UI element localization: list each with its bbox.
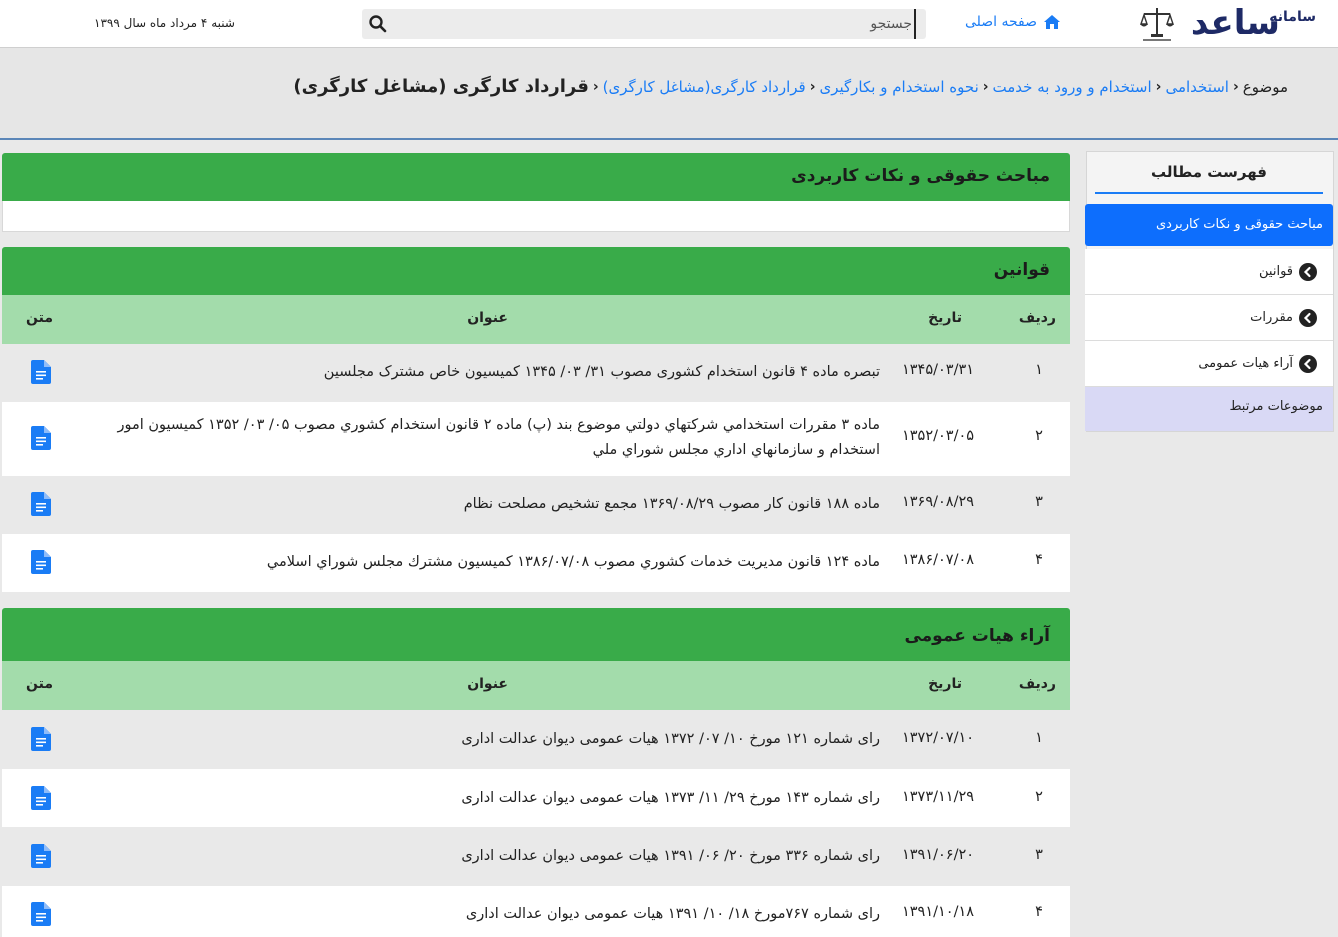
toc-item-label: مقررات	[1250, 310, 1293, 325]
column-header-num: ردیف	[1018, 310, 1056, 326]
column-header-num: ردیف	[1018, 676, 1056, 692]
row-date: ۱۳۵۲/۰۳/۰۵	[901, 428, 975, 444]
logo-big-text: ساعد	[1190, 3, 1280, 43]
column-header-text: متن	[26, 676, 53, 692]
toc-item-general-votes[interactable]	[1085, 341, 1333, 387]
home-link[interactable]	[965, 14, 1060, 30]
row-title[interactable]: رای شماره ۱۴۳ مورخ ۲۹/ ۱۱/ ۱۳۷۳ هیات عمومی دیوان عدالت اداری	[461, 790, 880, 806]
row-date: ۱۳۷۳/۱۱/۲۹	[901, 789, 975, 805]
column-header-date: تاریخ	[928, 676, 962, 692]
row-date: ۱۳۴۵/۰۳/۳۱	[901, 362, 975, 378]
toc-item-laws[interactable]	[1085, 249, 1333, 295]
breadcrumb-separator: ‹	[982, 78, 989, 95]
table-of-contents	[1086, 151, 1334, 432]
table-row	[2, 710, 1070, 769]
legal-notes-panel	[2, 153, 1070, 232]
row-num: ۴	[1035, 904, 1043, 920]
laws-panel	[2, 247, 1070, 592]
breadcrumb-current: قرارداد کارگری (مشاغل کارگری)	[293, 76, 589, 97]
toc-item-legal-notes[interactable]: مباحث حقوقی و نکات کاربردی	[1085, 204, 1333, 246]
table-row	[2, 344, 1070, 402]
document-icon[interactable]	[31, 550, 51, 574]
row-num: ۴	[1035, 552, 1043, 568]
document-icon[interactable]	[31, 727, 51, 751]
row-date: ۱۳۷۲/۰۷/۱۰	[901, 730, 975, 746]
table-header	[2, 661, 1070, 710]
row-date: ۱۳۹۱/۱۰/۱۸	[901, 904, 975, 920]
table-row	[2, 402, 1070, 476]
search-input[interactable]	[396, 9, 916, 39]
column-header-date: تاریخ	[928, 310, 962, 326]
breadcrumb-link[interactable]: استخدامی	[1165, 77, 1229, 96]
current-date: شنبه ۴ مرداد ماه سال ۱۳۹۹	[94, 16, 235, 30]
document-icon[interactable]	[31, 426, 51, 450]
chevron-left-circle-icon	[1299, 263, 1317, 281]
table-row	[2, 534, 1070, 592]
search-box	[362, 9, 926, 39]
table-header	[2, 295, 1070, 344]
toc-item-label: قوانین	[1259, 264, 1293, 279]
document-icon[interactable]	[31, 360, 51, 384]
breadcrumb-link[interactable]: نحوه استخدام و بکارگیری	[819, 77, 979, 96]
document-icon[interactable]	[31, 492, 51, 516]
panel-title: قوانین	[2, 247, 1070, 295]
row-num: ۱	[1035, 730, 1043, 746]
table-row	[2, 476, 1070, 534]
toc-title: فهرست مطالب	[1095, 160, 1323, 194]
table-row	[2, 827, 1070, 886]
breadcrumb-separator: ‹	[809, 78, 816, 95]
scales-emblem-icon	[1138, 4, 1176, 44]
general-votes-panel	[2, 608, 1070, 937]
column-header-title: عنوان	[467, 676, 508, 692]
search-icon[interactable]	[368, 14, 388, 34]
panel-title: آراء هیات عمومی	[2, 608, 1070, 661]
column-header-text: متن	[26, 310, 53, 326]
row-date: ۱۳۹۱/۰۶/۲۰	[901, 847, 975, 863]
breadcrumb-separator: ‹	[592, 78, 599, 95]
breadcrumb	[293, 76, 1288, 97]
table-row	[2, 769, 1070, 827]
breadcrumb-root: موضوع	[1242, 77, 1288, 96]
document-icon[interactable]	[31, 844, 51, 868]
row-title[interactable]: تبصره ماده ۴ قانون استخدام کشوری مصوب ۳۱/ ۰۳/ ۱۳۴۵ کمیسیون خاص مشترک مجلسین	[323, 364, 880, 380]
row-title[interactable]: ماده ۳ مقررات استخدامي شركتهاي دولتي موضوع بند (پ) ماده ۲ قانون استخدام كشوري مصوب ۰۵/ ۰۳/ ۱۳۵۲ كميسيون امور استخدام و سازمانهاي اداري مجلس شوراي ملي	[117, 417, 880, 458]
breadcrumb-separator: ‹	[1155, 78, 1162, 95]
row-num: ۳	[1035, 494, 1043, 510]
row-date: ۱۳۸۶/۰۷/۰۸	[901, 552, 975, 568]
document-icon[interactable]	[31, 786, 51, 810]
toc-item-label: آراء هیات عمومی	[1198, 356, 1293, 371]
chevron-left-circle-icon	[1299, 355, 1317, 373]
panel-body	[2, 201, 1070, 232]
document-icon[interactable]	[31, 902, 51, 926]
row-title[interactable]: رای شماره ۳۳۶ مورخ ۲۰/ ۰۶/ ۱۳۹۱ هیات عمومی دیوان عدالت اداری	[461, 848, 880, 864]
top-header	[0, 0, 1338, 48]
row-title[interactable]: رای شماره ۱۲۱ مورخ ۱۰/ ۰۷/ ۱۳۷۲ هیات عمومی دیوان عدالت اداری	[461, 731, 880, 747]
column-header-title: عنوان	[467, 310, 508, 326]
breadcrumb-link[interactable]: قرارداد کارگری(مشاغل کارگری)	[602, 77, 806, 96]
home-link-label: صفحه اصلی	[964, 14, 1037, 30]
home-icon	[1044, 15, 1060, 29]
table-row	[2, 886, 1070, 937]
row-date: ۱۳۶۹/۰۸/۲۹	[901, 494, 975, 510]
toc-item-regulations[interactable]	[1085, 295, 1333, 341]
breadcrumb-link[interactable]: استخدام و ورود به خدمت	[992, 77, 1152, 96]
chevron-left-circle-icon	[1299, 309, 1317, 327]
row-num: ۲	[1035, 428, 1043, 444]
row-num: ۲	[1035, 789, 1043, 805]
row-title[interactable]: ماده ۱۲۴ قانون مديريت خدمات كشوري مصوب ۱۳۸۶/۰۷/۰۸ كميسيون مشترك مجلس شوراي اسلامي	[266, 554, 880, 570]
row-title[interactable]: رای شماره ۷۶۷مورخ ۱۸/ ۱۰/ ۱۳۹۱ هیات عمومی دیوان عدالت اداری	[465, 906, 880, 922]
panel-title: مباحث حقوقی و نکات کاربردی	[2, 153, 1070, 201]
row-num: ۳	[1035, 847, 1043, 863]
row-title[interactable]: ماده ۱۸۸ قانون کار مصوب ۱۳۶۹/۰۸/۲۹ مجمع تشخیص مصلحت نظام	[463, 496, 880, 512]
site-logo[interactable]	[1136, 4, 1316, 46]
breadcrumb-band	[0, 48, 1338, 140]
logo-small-text: سامانه	[1269, 9, 1316, 25]
row-num: ۱	[1035, 362, 1043, 378]
related-topics[interactable]: موضوعات مرتبط	[1085, 387, 1333, 431]
breadcrumb-separator: ‹	[1232, 78, 1239, 95]
